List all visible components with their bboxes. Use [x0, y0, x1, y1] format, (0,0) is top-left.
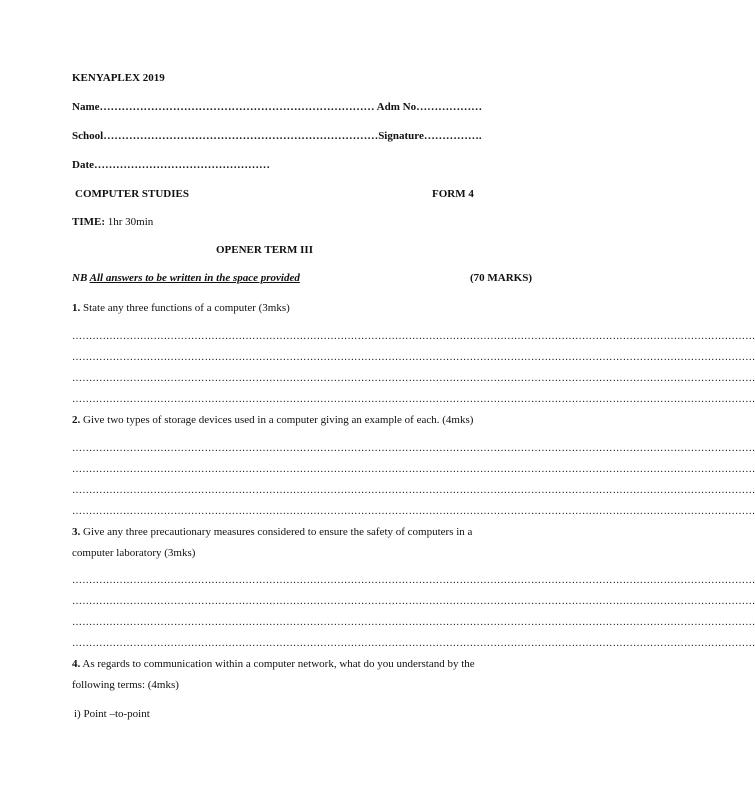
- adm-label: Adm No: [376, 101, 417, 113]
- date-label: Date: [72, 159, 94, 171]
- answer-line[interactable]: …………………………………………………………………………………………………………………………………………………………………………………: [72, 617, 755, 628]
- time-line: [72, 216, 153, 228]
- school-title: KENYAPLEX 2019: [72, 72, 165, 84]
- question-number: 2.: [72, 414, 81, 426]
- name-dots: …………………………………………………………………: [99, 101, 375, 113]
- question-text: Give any three precautionary measures considered to ensure the safety of computers in a: [83, 526, 473, 538]
- question-number: 4.: [72, 658, 81, 670]
- school-dots: …………………………………………………………………: [103, 130, 379, 142]
- date-dots: …………………………………………: [94, 159, 270, 171]
- answer-line[interactable]: …………………………………………………………………………………………………………………………………………………………………………………: [72, 506, 755, 517]
- question-number: 1.: [72, 302, 81, 314]
- answer-line[interactable]: …………………………………………………………………………………………………………………………………………………………………………………: [72, 485, 755, 496]
- question-3-line-2: computer laboratory (3mks): [72, 547, 196, 559]
- answer-line[interactable]: …………………………………………………………………………………………………………………………………………………………………………………: [72, 331, 755, 342]
- time-label: TIME:: [72, 216, 105, 228]
- answer-line[interactable]: …………………………………………………………………………………………………………………………………………………………………………………: [72, 638, 755, 649]
- exam-title: OPENER TERM III: [216, 244, 313, 256]
- answer-line[interactable]: …………………………………………………………………………………………………………………………………………………………………………………: [72, 464, 755, 475]
- signature-label: Signature: [378, 130, 424, 142]
- instructions-line: [72, 272, 300, 284]
- subject-name: COMPUTER STUDIES: [75, 188, 189, 200]
- question-4: [72, 658, 475, 670]
- question-text: Give two types of storage devices used in a computer giving an example of each. (4mks): [83, 414, 474, 426]
- question-4-subpart-i: i) Point –to-point: [74, 708, 150, 720]
- question-text: State any three functions of a computer (3mks): [83, 302, 290, 314]
- name-label: Name: [72, 101, 100, 113]
- time-value: 1hr 30min: [107, 216, 154, 228]
- nb-label: NB: [72, 272, 88, 284]
- date-field: [72, 159, 270, 171]
- question-number: 3.: [72, 526, 81, 538]
- question-3: [72, 526, 472, 538]
- question-text: As regards to communication within a computer network, what do you understand by the: [82, 658, 475, 670]
- school-field: [72, 130, 482, 142]
- adm-dots: ………………: [416, 101, 483, 113]
- form-label: FORM 4: [432, 188, 474, 200]
- answer-line[interactable]: …………………………………………………………………………………………………………………………………………………………………………………: [72, 352, 755, 363]
- answer-line[interactable]: …………………………………………………………………………………………………………………………………………………………………………………: [72, 394, 755, 405]
- question-1: [72, 302, 290, 314]
- question-4-line-2: following terms: (4mks): [72, 679, 179, 691]
- answer-line[interactable]: …………………………………………………………………………………………………………………………………………………………………………………: [72, 373, 755, 384]
- answer-line[interactable]: …………………………………………………………………………………………………………………………………………………………………………………: [72, 575, 755, 586]
- total-marks: (70 MARKS): [470, 272, 533, 284]
- answer-line[interactable]: …………………………………………………………………………………………………………………………………………………………………………………: [72, 596, 755, 607]
- signature-dots: …………….: [423, 130, 482, 142]
- answer-line[interactable]: …………………………………………………………………………………………………………………………………………………………………………………: [72, 443, 755, 454]
- school-label: School: [72, 130, 104, 142]
- question-2: [72, 414, 473, 426]
- name-field: [72, 101, 482, 113]
- instructions-text: All answers to be written in the space provided: [89, 272, 300, 284]
